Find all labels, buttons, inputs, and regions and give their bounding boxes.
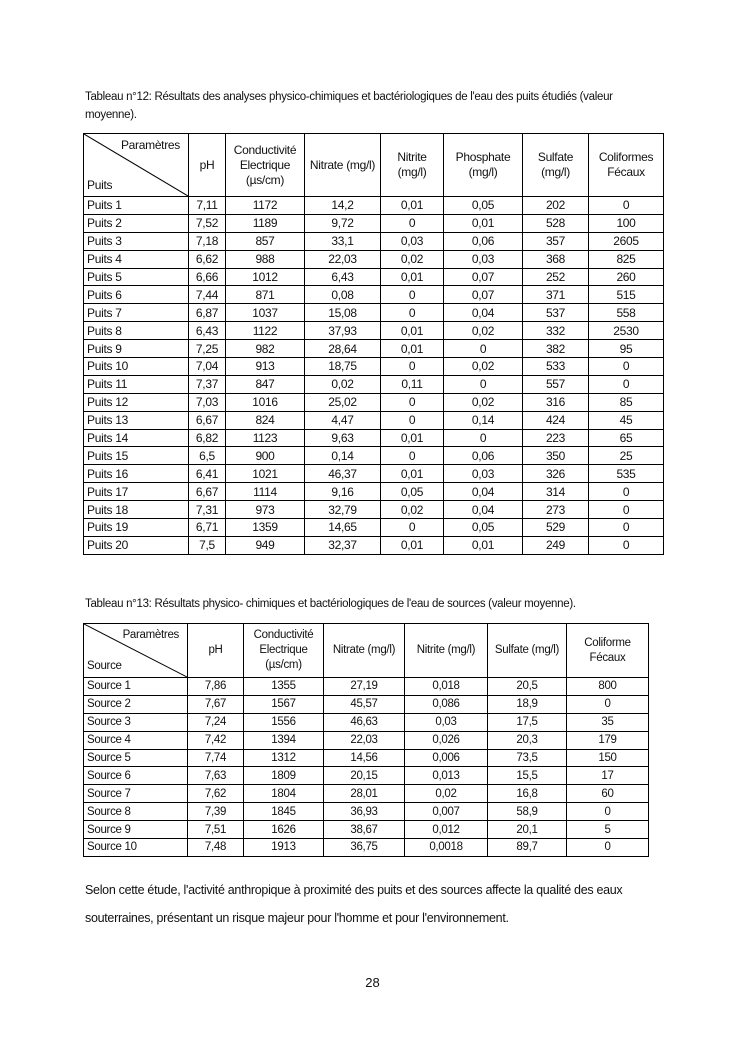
table-cell: 27,19 [324,678,405,696]
table-cell: 537 [523,304,589,322]
table-cell: 0,06 [444,447,523,465]
table-cell: 533 [523,358,589,376]
row-label-cell: Source 5 [84,749,188,767]
table-row [84,803,649,821]
table-cell: 36,93 [324,803,405,821]
table-header-row [84,134,664,197]
table-cell: 20,15 [324,767,405,785]
table12-caption: Tableau n°12: Résultats des analyses physico-chimiques et bactériologiques de l'eau des puits étudiés (valeur moyenne). [85,91,613,121]
table-cell: 0,01 [381,268,444,286]
table-cell: 0 [381,358,444,376]
table-cell: 150 [567,749,649,767]
column-header: Nitrate (mg/l) [324,624,405,678]
table-cell: 273 [523,501,589,519]
table-cell: 515 [589,286,664,304]
table-cell: 1012 [226,268,305,286]
table-cell: 0 [589,375,664,393]
column-header: Sulfate (mg/l) [523,134,589,197]
table-cell: 7,63 [188,767,244,785]
corner-header-cell [84,624,188,678]
table-cell: 4,47 [305,411,381,429]
table-cell: 0,018 [405,678,488,696]
corner-top-label: Paramètres [120,138,180,152]
table-header-row [84,624,649,678]
table-cell: 28,01 [324,785,405,803]
row-label-cell: Puits 16 [84,465,189,483]
row-label-cell: Puits 19 [84,519,189,537]
sources-table [83,623,649,857]
table-cell: 0,01 [381,197,444,215]
table-cell: 6,82 [189,429,226,447]
table-cell: 1312 [244,749,324,767]
table-cell: 6,62 [189,250,226,268]
row-label-cell: Source 2 [84,695,188,713]
table-cell: 1189 [226,214,305,232]
table-cell: 7,48 [188,839,244,857]
table-cell: 0 [589,501,664,519]
row-label-cell: Puits 8 [84,322,189,340]
table-row [84,214,664,232]
table-cell: 252 [523,268,589,286]
table-cell: 14,56 [324,749,405,767]
table-cell: 0 [444,340,523,358]
table-row [84,375,664,393]
row-label-cell: Puits 14 [84,429,189,447]
corner-header-cell [84,134,189,197]
table-cell: 35 [567,713,649,731]
table-row [84,749,649,767]
table-cell: 95 [589,340,664,358]
table-cell: 37,93 [305,322,381,340]
table-cell: 0,06 [444,232,523,250]
table-row [84,483,664,501]
table-cell: 0,04 [444,304,523,322]
table-cell: 73,5 [488,749,567,767]
table-cell: 7,67 [188,695,244,713]
table-cell: 33,1 [305,232,381,250]
table-cell: 7,11 [189,197,226,215]
table-cell: 1394 [244,731,324,749]
table-cell: 60 [567,785,649,803]
table-cell: 913 [226,358,305,376]
row-label-cell: Source 8 [84,803,188,821]
table-cell: 0,07 [444,286,523,304]
row-label-cell: Puits 1 [84,197,189,215]
table-row [84,695,649,713]
table-cell: 100 [589,214,664,232]
column-header: Coliformes Fécaux [589,134,664,197]
table-cell: 368 [523,250,589,268]
table-cell: 6,87 [189,304,226,322]
table-cell: 0 [589,197,664,215]
table-cell: 0,01 [381,429,444,447]
table-cell: 7,51 [188,821,244,839]
table-cell: 1626 [244,821,324,839]
table-row [84,197,664,215]
table-cell: 973 [226,501,305,519]
table-cell: 7,25 [189,340,226,358]
table-cell: 0,01 [381,536,444,554]
row-label-cell: Source 4 [84,731,188,749]
row-label-cell: Source 3 [84,713,188,731]
table-cell: 0,01 [381,340,444,358]
table-cell: 17 [567,767,649,785]
table-cell: 25 [589,447,664,465]
table-cell: 7,39 [188,803,244,821]
table-cell: 382 [523,340,589,358]
column-header: Coliforme Fécaux [567,624,649,678]
row-label-cell: Puits 9 [84,340,189,358]
table-cell: 15,08 [305,304,381,322]
table-cell: 6,67 [189,483,226,501]
table-cell: 0,02 [444,322,523,340]
table-cell: 7,74 [188,749,244,767]
table-cell: 6,67 [189,411,226,429]
table-cell: 0,03 [444,250,523,268]
table-cell: 0,04 [444,501,523,519]
table-cell: 9,63 [305,429,381,447]
table-cell: 1913 [244,839,324,857]
row-label-cell: Puits 5 [84,268,189,286]
table-row [84,519,664,537]
table-cell: 1021 [226,465,305,483]
table-cell: 0 [567,695,649,713]
table-cell: 0,01 [381,465,444,483]
table-cell: 0,02 [405,785,488,803]
corner-bottom-label: Puits [87,178,113,192]
table-cell: 1809 [244,767,324,785]
table-cell: 0,006 [405,749,488,767]
table-cell: 0,03 [381,232,444,250]
table-row [84,322,664,340]
table-cell: 0 [444,375,523,393]
table-cell: 1359 [226,519,305,537]
table-body [84,678,649,857]
table-cell: 0,14 [444,411,523,429]
table-cell: 46,63 [324,713,405,731]
table-row [84,731,649,749]
table-cell: 179 [567,731,649,749]
table-cell: 0,03 [444,465,523,483]
row-label-cell: Puits 17 [84,483,189,501]
table-cell: 36,75 [324,839,405,857]
table-cell: 18,9 [488,695,567,713]
table-row [84,465,664,483]
table-cell: 25,02 [305,393,381,411]
table-cell: 0 [589,536,664,554]
table-cell: 1804 [244,785,324,803]
table-cell: 7,04 [189,358,226,376]
row-label-cell: Puits 18 [84,501,189,519]
table-cell: 18,75 [305,358,381,376]
table-cell: 7,86 [188,678,244,696]
table-cell: 0 [567,839,649,857]
table-cell: 800 [567,678,649,696]
table-cell: 46,37 [305,465,381,483]
table-row [84,678,649,696]
table-cell: 0 [444,429,523,447]
table-cell: 223 [523,429,589,447]
table-cell: 1172 [226,197,305,215]
row-label-cell: Source 7 [84,785,188,803]
table-cell: 326 [523,465,589,483]
table-cell: 1123 [226,429,305,447]
table-cell: 857 [226,232,305,250]
table-cell: 7,18 [189,232,226,250]
table-cell: 14,2 [305,197,381,215]
column-header: pH [188,624,244,678]
table-cell: 7,37 [189,375,226,393]
column-header: Nitrite (mg/l) [381,134,444,197]
table-cell: 6,41 [189,465,226,483]
table-cell: 45,57 [324,695,405,713]
row-label-cell: Source 10 [84,839,188,857]
table-cell: 89,7 [488,839,567,857]
table-cell: 535 [589,465,664,483]
row-label-cell: Puits 3 [84,232,189,250]
table-row [84,767,649,785]
table-cell: 824 [226,411,305,429]
table-cell: 2530 [589,322,664,340]
table-cell: 0,05 [444,197,523,215]
corner-top-label: Paramètres [122,629,179,641]
table-cell: 2605 [589,232,664,250]
table-cell: 0,01 [381,322,444,340]
table-cell: 529 [523,519,589,537]
conclusion-paragraph: Selon cette étude, l'activité anthropique à proximité des puits et des sources affecte la qualité des eaux souterraines, présentant un risque majeur pour l'homme et pour l'environnement. [85,883,623,925]
table-cell: 0,07 [444,268,523,286]
table-cell: 7,31 [189,501,226,519]
column-header: Conductivité Electrique (µs/cm) [226,134,305,197]
row-label-cell: Puits 4 [84,250,189,268]
table-cell: 9,16 [305,483,381,501]
table-cell: 1122 [226,322,305,340]
table-cell: 825 [589,250,664,268]
wells-table [83,133,664,555]
table-cell: 38,67 [324,821,405,839]
table-cell: 7,62 [188,785,244,803]
table-cell: 0,01 [444,536,523,554]
table-cell: 6,43 [305,268,381,286]
corner-bottom-label: Source [87,660,122,672]
table-cell: 0 [381,304,444,322]
table-cell: 0 [381,286,444,304]
table-cell: 0,11 [381,375,444,393]
table-cell: 0,013 [405,767,488,785]
table-cell: 0,086 [405,695,488,713]
column-header: Nitrite (mg/l) [405,624,488,678]
table-cell: 9,72 [305,214,381,232]
row-label-cell: Puits 7 [84,304,189,322]
table-cell: 0,026 [405,731,488,749]
table-cell: 0,007 [405,803,488,821]
table-cell: 332 [523,322,589,340]
table-cell: 249 [523,536,589,554]
column-header: Phosphate (mg/l) [444,134,523,197]
table-cell: 371 [523,286,589,304]
table13-caption: Tableau n°13: Résultats physico- chimiques et bactériologiques de l'eau de sources (valeur moyenne). [85,598,576,610]
column-header: Sulfate (mg/l) [488,624,567,678]
table-cell: 1845 [244,803,324,821]
table-cell: 0 [381,447,444,465]
table-cell: 6,71 [189,519,226,537]
table-cell: 45 [589,411,664,429]
table-cell: 7,42 [188,731,244,749]
table-cell: 14,65 [305,519,381,537]
table-cell: 314 [523,483,589,501]
table-cell: 22,03 [305,250,381,268]
table-cell: 85 [589,393,664,411]
table-cell: 847 [226,375,305,393]
table-cell: 6,66 [189,268,226,286]
row-label-cell: Puits 12 [84,393,189,411]
table-row [84,821,649,839]
table-row [84,501,664,519]
column-header: pH [189,134,226,197]
table-cell: 0,03 [405,713,488,731]
table-cell: 0,02 [381,250,444,268]
table-cell: 0 [381,214,444,232]
table-cell: 1567 [244,695,324,713]
row-label-cell: Puits 11 [84,375,189,393]
table-cell: 0,02 [444,393,523,411]
table-row [84,268,664,286]
table-cell: 20,1 [488,821,567,839]
table-row [84,340,664,358]
table-row [84,447,664,465]
table-cell: 17,5 [488,713,567,731]
table-cell: 202 [523,197,589,215]
table-cell: 949 [226,536,305,554]
table-cell: 22,03 [324,731,405,749]
table-cell: 260 [589,268,664,286]
table-cell: 15,5 [488,767,567,785]
table-row [84,429,664,447]
page-number: 28 [365,975,380,990]
row-label-cell: Puits 15 [84,447,189,465]
table-row [84,393,664,411]
table-cell: 1016 [226,393,305,411]
table-row [84,713,649,731]
column-header: Nitrate (mg/l) [305,134,381,197]
table-cell: 871 [226,286,305,304]
table-row [84,304,664,322]
table-cell: 0 [381,519,444,537]
table-cell: 7,52 [189,214,226,232]
table-cell: 0,14 [305,447,381,465]
table-cell: 58,9 [488,803,567,821]
table-cell: 5 [567,821,649,839]
table-cell: 0 [567,803,649,821]
row-label-cell: Source 1 [84,678,188,696]
table-cell: 32,79 [305,501,381,519]
table-cell: 0,01 [444,214,523,232]
row-label-cell: Puits 2 [84,214,189,232]
column-header: Conductivité Electrique (µs/cm) [244,624,324,678]
table-row [84,536,664,554]
table-cell: 20,3 [488,731,567,749]
table-cell: 0,05 [381,483,444,501]
table-cell: 16,8 [488,785,567,803]
row-label-cell: Source 6 [84,767,188,785]
table-cell: 0,02 [444,358,523,376]
table-cell: 1355 [244,678,324,696]
table-cell: 0,05 [444,519,523,537]
table-cell: 350 [523,447,589,465]
row-label-cell: Puits 10 [84,358,189,376]
table-row [84,839,649,857]
table-cell: 424 [523,411,589,429]
table-cell: 558 [589,304,664,322]
table-cell: 1556 [244,713,324,731]
table-cell: 0,0018 [405,839,488,857]
table-cell: 0,02 [305,375,381,393]
row-label-cell: Puits 20 [84,536,189,554]
table-cell: 0,012 [405,821,488,839]
table-cell: 6,5 [189,447,226,465]
table-row [84,785,649,803]
table-row [84,286,664,304]
table-row [84,232,664,250]
table-row [84,250,664,268]
table-cell: 528 [523,214,589,232]
table-cell: 65 [589,429,664,447]
table-cell: 7,24 [188,713,244,731]
table-cell: 0 [381,411,444,429]
table-cell: 982 [226,340,305,358]
table-cell: 0 [589,483,664,501]
table-cell: 6,43 [189,322,226,340]
table-body [84,197,664,555]
table-cell: 0 [381,393,444,411]
table-cell: 28,64 [305,340,381,358]
table-cell: 557 [523,375,589,393]
table-cell: 7,44 [189,286,226,304]
table-cell: 7,5 [189,536,226,554]
table-cell: 32,37 [305,536,381,554]
table-cell: 0 [589,358,664,376]
table-row [84,358,664,376]
table-cell: 0 [589,519,664,537]
table-row [84,411,664,429]
table-cell: 316 [523,393,589,411]
table-cell: 357 [523,232,589,250]
row-label-cell: Puits 13 [84,411,189,429]
table-cell: 0,02 [381,501,444,519]
table-cell: 0,04 [444,483,523,501]
table-cell: 988 [226,250,305,268]
table-cell: 1114 [226,483,305,501]
row-label-cell: Puits 6 [84,286,189,304]
table-cell: 0,08 [305,286,381,304]
table-cell: 1037 [226,304,305,322]
table-cell: 7,03 [189,393,226,411]
table-cell: 20,5 [488,678,567,696]
row-label-cell: Source 9 [84,821,188,839]
table-cell: 900 [226,447,305,465]
